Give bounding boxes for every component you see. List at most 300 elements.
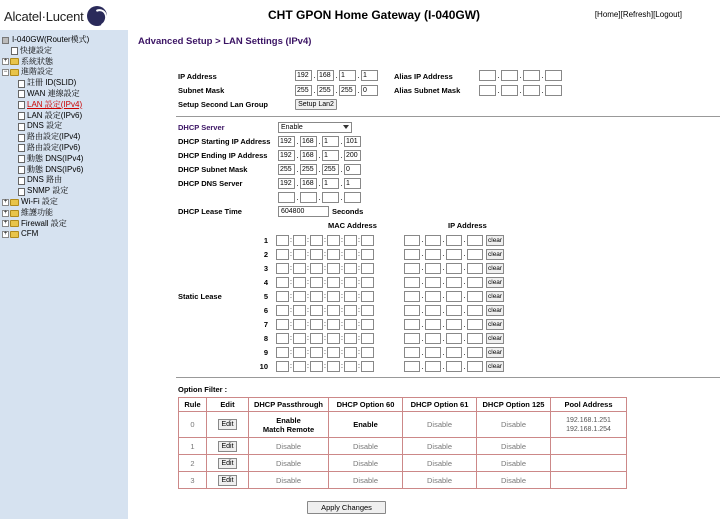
lease-row-number: 2: [263, 249, 268, 259]
ip-octet-input[interactable]: 168: [300, 150, 317, 161]
ip-octet-input[interactable]: 192: [278, 178, 295, 189]
mac-separator: :: [358, 321, 360, 329]
mac-octet-input[interactable]: [327, 249, 340, 260]
setup-lan2-button[interactable]: Setup Lan2: [295, 99, 337, 110]
ip-octet-input[interactable]: [523, 85, 540, 96]
octet-separator: .: [442, 291, 445, 301]
folder-icon: [10, 231, 19, 238]
ip-octet-input[interactable]: 192: [278, 136, 295, 147]
mac-octet-input[interactable]: [276, 263, 289, 274]
mac-separator: :: [324, 250, 326, 258]
ip-octet-input[interactable]: [446, 347, 462, 358]
ip-octet-input[interactable]: [425, 305, 441, 316]
octet-separator: .: [463, 249, 466, 259]
mac-octet-input[interactable]: [327, 277, 340, 288]
ip-octet-input[interactable]: [467, 361, 483, 372]
expand-plus-icon[interactable]: +: [3, 209, 8, 216]
sidebar-item-label: CFM: [21, 229, 39, 239]
ip-octet-input[interactable]: [467, 305, 483, 316]
ip-octet-input[interactable]: [501, 85, 518, 96]
ip-address-label: IP Address: [178, 72, 217, 81]
edit-cell: [207, 412, 249, 438]
mac-octet-input[interactable]: [276, 235, 289, 246]
page-icon: [18, 90, 25, 98]
mac-octet-input[interactable]: [344, 291, 357, 302]
mac-octet-input[interactable]: [361, 263, 374, 274]
mac-octet-input[interactable]: [361, 235, 374, 246]
static-lease-label: Static Lease: [178, 292, 222, 301]
mac-octet-input[interactable]: [361, 333, 374, 344]
mac-separator: :: [358, 292, 360, 300]
mac-octet-input[interactable]: [276, 361, 289, 372]
mac-octet-input[interactable]: [310, 319, 323, 330]
lease-row-number: 7: [263, 320, 268, 330]
mac-octet-input[interactable]: [344, 305, 357, 316]
octet-separator: .: [357, 85, 360, 95]
octet-separator: .: [340, 178, 343, 188]
clear-button[interactable]: clear: [488, 264, 503, 272]
ip-octet-input[interactable]: [404, 347, 420, 358]
mac-octet-input[interactable]: [293, 277, 306, 288]
octet-separator: .: [357, 70, 360, 80]
mac-octet-input[interactable]: [310, 263, 323, 274]
ip-octet-input[interactable]: [404, 277, 420, 288]
mac-octet-input[interactable]: [276, 291, 289, 302]
ip-octet-input[interactable]: [404, 361, 420, 372]
sidebar-item[interactable]: [0, 229, 128, 240]
alias-ip-input: [479, 70, 562, 81]
mac-address-input: [276, 249, 374, 260]
mac-separator: :: [324, 307, 326, 314]
sidebar-item[interactable]: [0, 46, 128, 57]
expand-plus-icon[interactable]: +: [3, 231, 8, 238]
mac-octet-input[interactable]: [310, 347, 323, 358]
alias-subnet-input: [479, 85, 562, 96]
mac-octet-input[interactable]: [327, 319, 340, 330]
table-row: [179, 455, 627, 472]
lease-row-number: 8: [263, 334, 268, 344]
octet-separator: .: [463, 277, 466, 287]
ip-octet-input[interactable]: [523, 70, 540, 81]
clear-button[interactable]: clear: [488, 307, 503, 314]
ip-octet-input[interactable]: 1: [322, 136, 339, 147]
octet-separator: .: [463, 319, 466, 329]
lease-ip-input: [404, 263, 483, 274]
mac-octet-input[interactable]: [276, 347, 289, 358]
octet-separator: .: [318, 178, 321, 188]
apply-changes-button[interactable]: Apply Changes: [307, 501, 386, 514]
edit-button[interactable]: Edit: [218, 458, 236, 469]
mac-octet-input[interactable]: [327, 361, 340, 372]
mac-octet-input[interactable]: [293, 305, 306, 316]
ip-octet-input[interactable]: 1: [322, 178, 339, 189]
mac-octet-input[interactable]: [327, 305, 340, 316]
sidebar-item[interactable]: [0, 143, 128, 154]
mac-octet-input[interactable]: [310, 277, 323, 288]
mac-separator: :: [341, 278, 343, 286]
ip-octet-input[interactable]: [425, 277, 441, 288]
mac-octet-input[interactable]: [327, 347, 340, 358]
lease-ip-input: [404, 249, 483, 260]
octet-separator: .: [421, 319, 424, 329]
mac-address-input: [276, 361, 374, 372]
mac-octet-input[interactable]: [344, 361, 357, 372]
mac-octet-input[interactable]: [344, 333, 357, 344]
mac-separator: :: [324, 278, 326, 286]
static-lease-row: [248, 304, 504, 318]
ip-octet-input[interactable]: [467, 249, 483, 260]
ip-octet-input[interactable]: 168: [317, 70, 334, 81]
mac-octet-input[interactable]: [361, 291, 374, 302]
mac-octet-input[interactable]: [361, 277, 374, 288]
ip-octet-input[interactable]: [467, 235, 483, 246]
ip-octet-input[interactable]: [278, 192, 295, 203]
octet-separator: .: [519, 85, 522, 95]
ip-octet-input[interactable]: [404, 235, 420, 246]
mac-octet-input[interactable]: [344, 235, 357, 246]
subnet-mask-input: [295, 85, 378, 96]
mac-octet-input[interactable]: [293, 347, 306, 358]
octet-separator: .: [421, 291, 424, 301]
option-cell: Disable: [249, 472, 329, 489]
page-icon: [18, 134, 25, 142]
mac-separator: :: [290, 349, 292, 357]
mac-address-header: MAC Address: [328, 221, 377, 230]
mac-octet-input[interactable]: [310, 291, 323, 302]
sidebar-item[interactable]: [0, 100, 128, 111]
dhcp-server-value: Enable: [281, 124, 303, 131]
mac-octet-input[interactable]: [293, 361, 306, 372]
ip-octet-input[interactable]: [425, 347, 441, 358]
folder-icon: [10, 58, 19, 65]
mac-separator: :: [290, 264, 292, 272]
home-link[interactable]: [Home]: [594, 10, 621, 19]
sidebar-item[interactable]: [0, 219, 128, 230]
ip-octet-input[interactable]: [446, 319, 462, 330]
octet-separator: .: [497, 70, 500, 80]
ip-octet-input[interactable]: [425, 319, 441, 330]
ip-octet-input[interactable]: 0: [344, 164, 361, 175]
ip-address-input: [295, 70, 378, 81]
mac-separator: :: [358, 278, 360, 286]
table-header-cell: Rule: [179, 398, 207, 412]
octet-separator: .: [296, 178, 299, 188]
mac-octet-input[interactable]: [310, 333, 323, 344]
ip-octet-input[interactable]: [404, 263, 420, 274]
lease-ip-input: [404, 235, 483, 246]
mac-octet-input[interactable]: [327, 263, 340, 274]
page-icon: [18, 112, 25, 120]
octet-separator: .: [296, 150, 299, 160]
ip-octet-input[interactable]: [467, 277, 483, 288]
lease-time-input[interactable]: 604800: [278, 206, 329, 217]
sidebar-item[interactable]: [0, 67, 128, 78]
collapse-minus-icon[interactable]: −: [3, 69, 8, 76]
mac-separator: :: [358, 363, 360, 371]
ip-octet-input[interactable]: [446, 263, 462, 274]
mac-octet-input[interactable]: [276, 249, 289, 260]
ip-octet-input[interactable]: [545, 70, 562, 81]
edit-button[interactable]: Edit: [218, 475, 236, 486]
option-filter-label: Option Filter :: [178, 385, 228, 394]
lease-ip-input: [404, 305, 483, 316]
mac-address-input: [276, 305, 374, 316]
sidebar-item[interactable]: [0, 197, 128, 208]
sidebar-item[interactable]: [0, 111, 128, 122]
page-icon: [18, 188, 25, 196]
ip-octet-input[interactable]: 1: [344, 178, 361, 189]
sidebar-item[interactable]: [0, 186, 128, 197]
ip-octet-input[interactable]: 0: [361, 85, 378, 96]
mac-octet-input[interactable]: [293, 235, 306, 246]
mac-address-input: [276, 319, 374, 330]
sidebar-item[interactable]: [0, 165, 128, 176]
ip-octet-input[interactable]: [446, 305, 462, 316]
option-cell: Disable: [403, 472, 477, 489]
static-lease-row: [248, 346, 504, 360]
ip-octet-input[interactable]: 255: [300, 164, 317, 175]
mac-octet-input[interactable]: [276, 319, 289, 330]
ip-octet-input[interactable]: [425, 263, 441, 274]
mac-octet-input[interactable]: [276, 277, 289, 288]
ip-octet-input[interactable]: 255: [278, 164, 295, 175]
ip-octet-input[interactable]: [425, 249, 441, 260]
ip-octet-input[interactable]: [479, 70, 496, 81]
octet-separator: .: [421, 263, 424, 273]
sidebar-item-label: 註冊 ID(SLID): [27, 78, 77, 88]
octet-separator: .: [541, 70, 544, 80]
lease-row-number: 4: [263, 277, 268, 287]
logout-link[interactable]: [Logout]: [653, 10, 682, 19]
page-title: Advanced Setup > LAN Settings (IPv4): [138, 36, 312, 47]
sidebar-item-label: 維護功能: [21, 207, 53, 217]
folder-icon: [10, 210, 19, 217]
mac-address-input: [276, 333, 374, 344]
octet-separator: .: [318, 192, 321, 202]
ip-octet-input[interactable]: [404, 305, 420, 316]
table-row: [179, 412, 627, 438]
mac-octet-input[interactable]: [310, 235, 323, 246]
ip-octet-input[interactable]: 255: [322, 164, 339, 175]
option-cell: Disable: [477, 438, 551, 455]
ip-octet-input[interactable]: [425, 291, 441, 302]
ip-octet-input[interactable]: 101: [344, 136, 361, 147]
sidebar-item[interactable]: [0, 121, 128, 132]
mac-octet-input[interactable]: [276, 305, 289, 316]
mac-octet-input[interactable]: [344, 277, 357, 288]
clear-button[interactable]: clear: [488, 292, 503, 300]
ip-octet-input[interactable]: 168: [300, 178, 317, 189]
sidebar-item[interactable]: [0, 132, 128, 143]
ip-octet-input[interactable]: [446, 333, 462, 344]
mac-octet-input[interactable]: [327, 333, 340, 344]
ip-octet-input[interactable]: 1: [361, 70, 378, 81]
octet-separator: .: [442, 277, 445, 287]
expand-plus-icon[interactable]: +: [3, 58, 8, 65]
ip-octet-input[interactable]: [404, 319, 420, 330]
ip-octet-input[interactable]: [404, 333, 420, 344]
mac-octet-input[interactable]: [361, 305, 374, 316]
mac-address-input: [276, 347, 374, 358]
ip-octet-input[interactable]: [467, 291, 483, 302]
ip-octet-input[interactable]: 192: [295, 70, 312, 81]
mac-octet-input[interactable]: [344, 347, 357, 358]
ip-octet-input[interactable]: [425, 333, 441, 344]
ip-octet-input[interactable]: 1: [339, 70, 356, 81]
octet-separator: .: [519, 70, 522, 80]
logo-text: Alcatel·Lucent: [4, 8, 84, 24]
mac-octet-input[interactable]: [293, 319, 306, 330]
mac-octet-input[interactable]: [361, 347, 374, 358]
mac-octet-input[interactable]: [327, 235, 340, 246]
sidebar-root[interactable]: [0, 35, 128, 46]
ip-octet-input[interactable]: [446, 277, 462, 288]
mac-separator: :: [307, 236, 309, 244]
mac-octet-input[interactable]: [310, 305, 323, 316]
ip-octet-input[interactable]: 255: [317, 85, 334, 96]
ip-octet-input[interactable]: [501, 70, 518, 81]
dhcp-server-select[interactable]: [278, 122, 352, 133]
page-icon: [18, 80, 25, 88]
clear-button[interactable]: clear: [488, 349, 503, 357]
octet-separator: .: [421, 277, 424, 287]
mac-octet-input[interactable]: [327, 291, 340, 302]
mac-separator: :: [290, 250, 292, 258]
mac-octet-input[interactable]: [361, 361, 374, 372]
clear-button[interactable]: clear: [488, 250, 503, 258]
ip-octet-input[interactable]: 192: [278, 150, 295, 161]
ip-octet-input[interactable]: 1: [322, 150, 339, 161]
octet-separator: .: [296, 164, 299, 174]
page-icon: [11, 47, 18, 55]
section-divider: [176, 377, 720, 378]
ip-octet-input[interactable]: [446, 235, 462, 246]
lease-row-number: 10: [259, 362, 268, 372]
ip-octet-input[interactable]: [467, 347, 483, 358]
sidebar-item[interactable]: [0, 154, 128, 165]
mac-separator: :: [307, 250, 309, 258]
static-lease-row: [248, 233, 504, 247]
ip-octet-input[interactable]: [545, 85, 562, 96]
lease-ip-input: [404, 277, 483, 288]
ip-octet-input[interactable]: [467, 319, 483, 330]
ip-octet-input[interactable]: [467, 263, 483, 274]
ip-octet-input[interactable]: [425, 361, 441, 372]
mac-separator: :: [324, 236, 326, 244]
clear-button[interactable]: clear: [488, 278, 503, 286]
mac-octet-input[interactable]: [293, 291, 306, 302]
ip-octet-input[interactable]: [446, 291, 462, 302]
ip-octet-input[interactable]: [300, 192, 317, 203]
dhcp-server-label: DHCP Server: [178, 123, 225, 132]
refresh-link[interactable]: [Refresh]: [620, 10, 654, 19]
sidebar-item[interactable]: [0, 57, 128, 68]
mac-separator: :: [358, 250, 360, 258]
ip-octet-input[interactable]: [446, 361, 462, 372]
lease-ip-input: [404, 333, 483, 344]
octet-separator: .: [313, 70, 316, 80]
pool-address-cell: [551, 472, 627, 489]
mac-octet-input[interactable]: [293, 263, 306, 274]
mac-separator: :: [290, 335, 292, 343]
mac-address-input: [276, 263, 374, 274]
option-cell: Disable: [249, 438, 329, 455]
table-row: [179, 472, 627, 489]
ip-octet-input[interactable]: 255: [295, 85, 312, 96]
mac-separator: :: [324, 335, 326, 343]
mac-octet-input[interactable]: [361, 249, 374, 260]
ip-octet-input[interactable]: [404, 249, 420, 260]
octet-separator: .: [296, 136, 299, 146]
static-lease-row: [248, 261, 504, 275]
octet-separator: .: [318, 136, 321, 146]
edit-button[interactable]: Edit: [218, 419, 236, 430]
section-divider: [176, 116, 720, 117]
ip-octet-input[interactable]: [404, 291, 420, 302]
ip-octet-input[interactable]: 200: [344, 150, 361, 161]
octet-separator: .: [335, 70, 338, 80]
clear-button[interactable]: clear: [488, 363, 503, 371]
option-cell: Disable: [403, 455, 477, 472]
sidebar-item[interactable]: [0, 208, 128, 219]
mac-octet-input[interactable]: [344, 249, 357, 260]
mac-separator: :: [341, 250, 343, 258]
clear-button[interactable]: clear: [488, 321, 503, 329]
sidebar-item[interactable]: [0, 78, 128, 89]
mac-octet-input[interactable]: [344, 263, 357, 274]
expand-plus-icon[interactable]: +: [3, 198, 8, 205]
octet-separator: .: [318, 164, 321, 174]
sidebar-item-label: 動態 DNS(IPv4): [27, 153, 84, 163]
alias-subnet-label: Alias Subnet Mask: [394, 86, 461, 95]
octet-separator: .: [296, 192, 299, 202]
ip-octet-input[interactable]: [446, 249, 462, 260]
top-links: [595, 10, 682, 19]
mac-octet-input[interactable]: [293, 333, 306, 344]
clear-button[interactable]: clear: [488, 335, 503, 343]
ip-octet-input[interactable]: [425, 235, 441, 246]
page-icon: [18, 177, 25, 185]
mac-octet-input[interactable]: [344, 319, 357, 330]
octet-separator: .: [442, 333, 445, 343]
mac-octet-input[interactable]: [276, 333, 289, 344]
mac-separator: :: [290, 321, 292, 329]
option-cell: Disable: [329, 438, 403, 455]
octet-separator: .: [421, 305, 424, 315]
ip-octet-input[interactable]: 255: [339, 85, 356, 96]
mac-octet-input[interactable]: [293, 249, 306, 260]
clear-button[interactable]: clear: [488, 236, 503, 244]
octet-separator: .: [340, 150, 343, 160]
sidebar-item[interactable]: [0, 89, 128, 100]
mac-separator: :: [341, 321, 343, 329]
ip-octet-input[interactable]: 168: [300, 136, 317, 147]
ip-octet-input[interactable]: [479, 85, 496, 96]
edit-button[interactable]: Edit: [218, 441, 236, 452]
mac-separator: :: [324, 321, 326, 329]
ip-octet-input[interactable]: [467, 333, 483, 344]
sidebar-item[interactable]: [0, 175, 128, 186]
mac-octet-input[interactable]: [310, 249, 323, 260]
lease-row-number: 9: [263, 348, 268, 358]
static-lease-row: [248, 360, 504, 374]
ip-octet-input[interactable]: [322, 192, 339, 203]
mac-octet-input[interactable]: [310, 361, 323, 372]
expand-plus-icon[interactable]: +: [3, 220, 8, 227]
mac-octet-input[interactable]: [361, 319, 374, 330]
mac-separator: :: [341, 292, 343, 300]
ip-octet-input[interactable]: [344, 192, 361, 203]
